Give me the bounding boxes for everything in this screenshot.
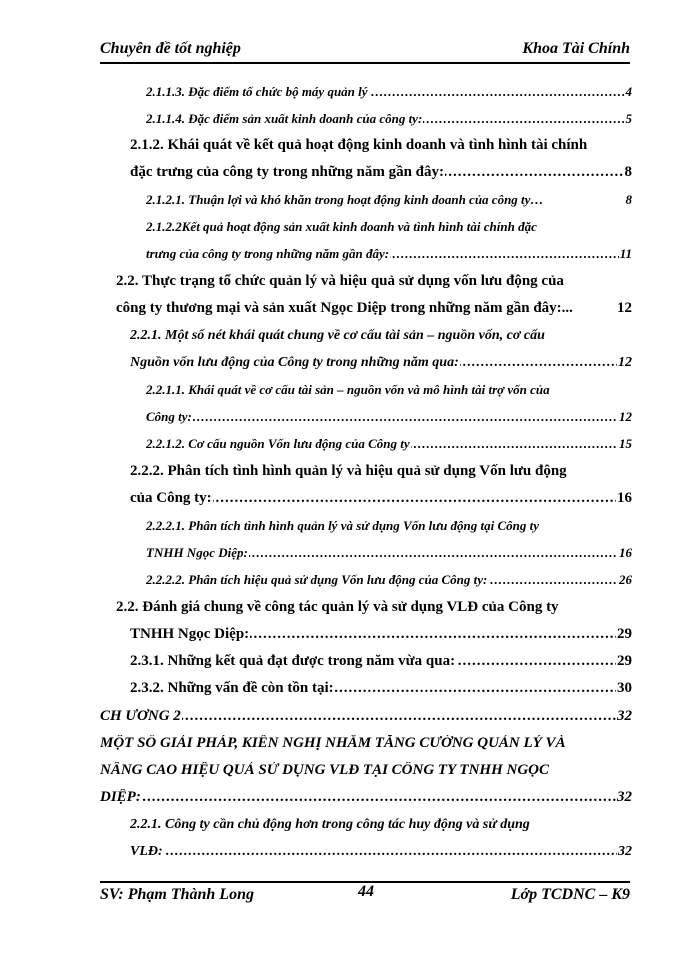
toc-entry: 2.2.1. Một số nét khái quát chung về cơ cấu tài sản – nguồn vốn, cơ cấu [130,328,545,343]
toc-entry: 2.1.2. Khái quát về kết quả hoạt động kinh doanh và tình hình tài chính [130,137,588,153]
toc-entry: 2.2.1.1. Khái quát về cơ cấu tài sản – nguồn vốn và mô hình tài trợ vốn của [146,382,550,397]
toc-entry: 2.2.2. Phân tích tình hình quản lý và hiệu quả sử dụng Vốn lưu động [130,463,567,479]
toc-entry: 2.1.1.3. Đặc điểm tổ chức bộ máy quản lý ..... 4 [146,84,632,100]
toc-entry: 2.1.2.1. Thuận lợi và khó khăn trong hoạt động kinh doanh của công ty… 8 [146,192,632,207]
footer-student-name: SV: Phạm Thành Long [100,886,254,903]
header-faculty: Khoa Tài Chính [522,40,630,57]
toc-entry: TNHH Ngọc Diệp: ..... 16 [146,545,632,561]
page-number: 44 [358,883,374,900]
toc-entry: 2.2.2.1. Phân tích tình hình quản lý và sử dụng Vốn lưu động tại Công ty [146,518,540,533]
toc-entry: trưng của công ty trong những năm gần đây: ..... 11 [146,246,632,262]
toc-entry: 2.2. Đánh giá chung về công tác quản lý và sử dụng VLĐ của Công ty [116,599,559,615]
toc-entry: DIỆP: ..... 32 [100,789,632,806]
toc-entry: MỘT SỐ GIẢI PHÁP, KIẾN NGHỊ NHẰM TĂNG CƯỜNG QUẢN LÝ VÀ [100,735,566,751]
toc-entry: Nguồn vốn lưu động của Công ty trong những năm qua: ..... 12 [130,355,632,371]
footer-class: Lớp TCDNC – K9 [510,886,630,903]
toc-entry: 2.3.2. Những vấn đề còn tồn tại: ..... 30 [130,680,632,697]
toc-entry: Công ty: ..... 12 [146,409,632,425]
toc-entry: 2.1.1.4. Đặc điểm sản xuất kinh doanh của công ty: ..... 5 [146,111,632,127]
toc-entry: VLĐ: ..... 32 [130,844,632,860]
toc-entry: 2.1.2.2Kết quả hoạt động sản xuất kinh doanh và tình hình tài chính đặc [146,219,537,234]
toc-entry: 2.2.2.2. Phân tích hiệu quả sử dụng Vốn lưu động của Công ty: ..... 26 [146,572,632,588]
toc-entry: 2.3.1. Những kết quả đạt được trong năm vừa qua: ..... 29 [130,653,632,670]
toc-entry: 2.2.1.2. Cơ cấu nguồn Vốn lưu động của Công ty ..... 15 [146,436,632,452]
toc-entry: công ty thương mại và sản xuất Ngọc Diệp trong những năm gần đây:... 12 [116,300,632,316]
toc-entry: đặc trưng của công ty trong những năm gần đây: ..... 8 [130,164,632,181]
toc-entry: 2.2.1. Công ty cần chủ động hơn trong công tác huy động và sử dụng [130,817,530,832]
page-footer [100,881,630,909]
header-document-type: Chuyên đề tốt nghiệp [100,40,241,57]
toc-entry: 2.2. Thực trạng tổ chức quản lý và hiệu quả sử dụng vốn lưu động của [116,273,564,289]
toc-entry: NÂNG CAO HIỆU QUẢ SỬ DỤNG VLĐ TẠI CÔNG TY TNHH NGỌC [100,762,550,778]
toc-entry: của Công ty: ..... 16 [130,490,632,507]
toc-entry: TNHH Ngọc Diệp: ..... 29 [130,626,632,643]
toc-entry: CH ƯƠNG 2 ..... 32 [100,708,632,725]
